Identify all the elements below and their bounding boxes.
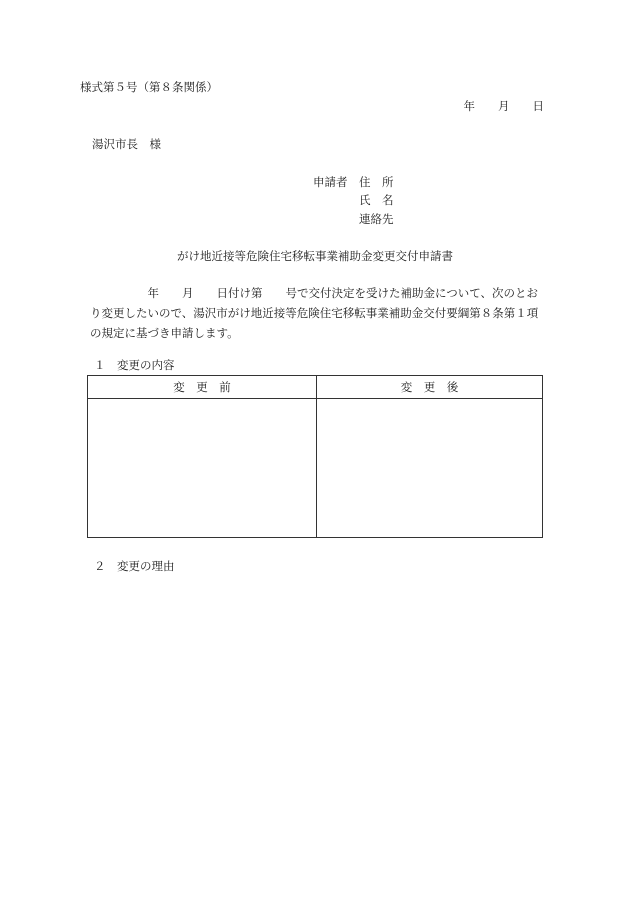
body-line: り変更したいので、湯沢市がけ地近接等危険住宅移転事業補助金交付要綱第８条第１項: [90, 306, 539, 320]
before-change-cell[interactable]: [88, 399, 317, 537]
applicant-contact-label: 連絡先: [359, 212, 394, 226]
applicant-label: 申請者: [313, 175, 348, 189]
body-paragraph: [90, 283, 546, 343]
addressee: 湯沢市長 様: [92, 137, 161, 151]
document-title: がけ地近接等危険住宅移転事業補助金変更交付申請書: [177, 249, 453, 263]
submission-date: 年 月 日: [463, 99, 544, 113]
column-header-before-change: 変 更 前: [88, 376, 317, 399]
applicant-address-label: 住 所: [359, 175, 394, 189]
body-line: 年 月 日付け第 号で交付決定を受けた補助金について、次のとお: [90, 286, 539, 300]
column-header-after-change: 変 更 後: [317, 376, 542, 399]
after-change-cell[interactable]: [317, 399, 542, 537]
applicant-name-label: 氏 名: [359, 193, 394, 207]
form-number: 様式第５号（第８条関係）: [80, 80, 218, 94]
change-content-table: [87, 375, 543, 538]
body-line: の規定に基づき申請します。: [90, 326, 239, 340]
section-heading-change-reason: ２ 変更の理由: [94, 559, 175, 573]
section-heading-change-content: １ 変更の内容: [94, 358, 175, 372]
